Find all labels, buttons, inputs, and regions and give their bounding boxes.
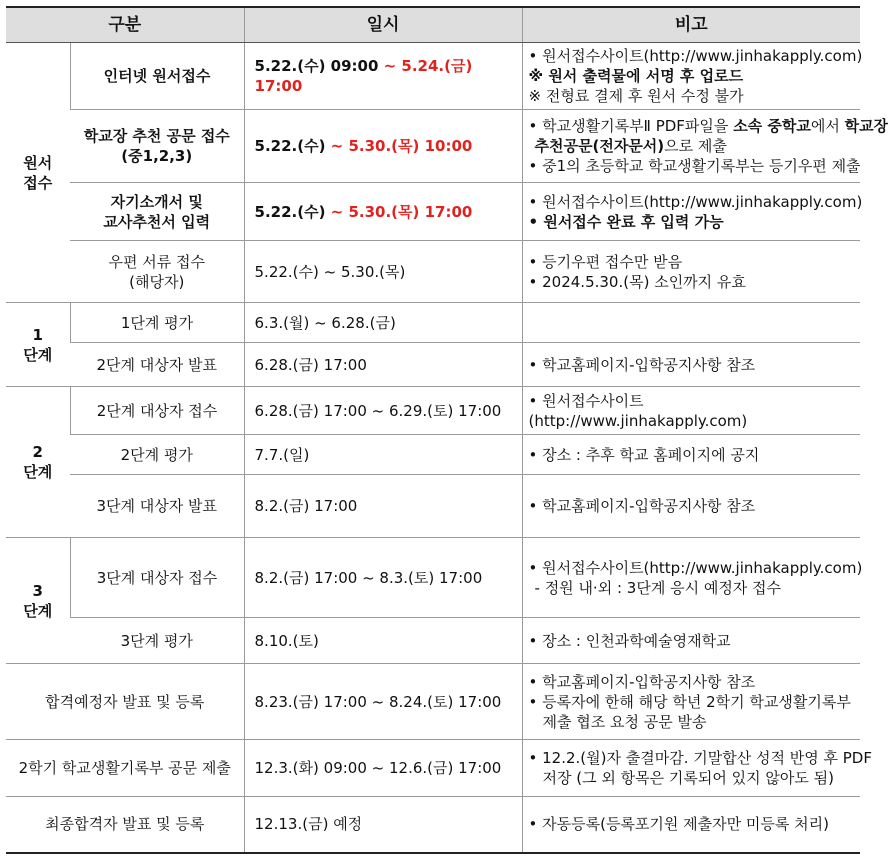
- date-end-highlight: ~ 5.24.(금) 17:00: [254, 57, 473, 95]
- item-line: 교사추천서 입력: [103, 212, 211, 231]
- date-end-highlight: ~ 5.30.(목) 17:00: [325, 202, 473, 221]
- note-line: • 학교홈페이지-입학공지사항 참조: [528, 672, 756, 691]
- note-cell: • 학교홈페이지-입학공지사항 참조: [522, 343, 860, 387]
- note-cell: [522, 303, 860, 343]
- note-line: • 12.2.(월)자 출결마감. 기말합산 성적 반영 후 PDF: [528, 749, 872, 767]
- header-category: 구분: [6, 7, 244, 43]
- date-end-highlight: ~ 5.30.(목) 10:00: [325, 137, 473, 155]
- note-bold: 추천공문(전자문서): [534, 137, 665, 155]
- note-cell: • 원서접수사이트(http://www.jinhakapply.com): [522, 387, 860, 435]
- item-cell: 2단계 대상자 발표: [70, 343, 244, 387]
- date-cell: [244, 183, 522, 241]
- note-line: 저장 (그 외 항목은 기록되어 있지 않아도 됨): [542, 769, 834, 787]
- note-cell: [522, 110, 888, 183]
- admission-schedule-table: [6, 6, 888, 854]
- date-cell: 5.22.(수) ~ 5.30.(목): [244, 241, 522, 303]
- table-row: [6, 538, 860, 618]
- note-text: 으로 제출: [664, 137, 727, 155]
- note-cell: [522, 43, 863, 110]
- date-start: 5.22.(수): [254, 202, 326, 221]
- item-cell: 3단계 대상자 발표: [70, 475, 244, 538]
- note-line: • 등록자에 한해 해당 학년 2학기 학교생활기록부: [528, 692, 851, 711]
- date-cell: [244, 43, 522, 110]
- header-remarks: 비고: [522, 7, 860, 43]
- date-start: 5.22.(수): [254, 137, 326, 155]
- header-row: [6, 7, 860, 43]
- note-line: • 등기우편 접수만 받음: [528, 252, 683, 271]
- note-text: • 학교생활기록부Ⅱ PDF파일을: [528, 117, 734, 135]
- category-label: 원서: [23, 153, 53, 172]
- category-stage-1: [6, 303, 70, 387]
- note-bold: 소속 중학교: [733, 117, 811, 135]
- table-row: [6, 740, 860, 797]
- item-cell: [70, 241, 244, 303]
- item-line: 학교장 추천 공문 접수: [83, 127, 230, 145]
- note-cell: [522, 740, 872, 797]
- note-line: ※ 전형료 결제 후 원서 수정 불가: [528, 87, 744, 105]
- table-row: [6, 343, 860, 387]
- item-cell: 합격예정자 발표 및 등록: [6, 664, 244, 740]
- table-row: [6, 241, 860, 303]
- item-cell: 최종합격자 발표 및 등록: [6, 797, 244, 853]
- item-cell: 3단계 대상자 접수: [70, 538, 244, 618]
- date-cell: 8.10.(토): [244, 618, 522, 664]
- header-datetime: 일시: [244, 7, 522, 43]
- table-row: [6, 475, 860, 538]
- note-line: • 원서접수 완료 후 입력 가능: [528, 212, 724, 231]
- table-row: [6, 110, 860, 183]
- item-line: 자기소개서 및: [110, 192, 203, 211]
- date-start: 5.22.(수) 09:00: [254, 57, 379, 75]
- note-line: • 원서접수사이트(http://www.jinhakapply.com): [528, 47, 863, 65]
- category-stage-3: [6, 538, 70, 664]
- note-line: • 중1의 초등학교 학교생활기록부는 등기우편 제출: [528, 157, 861, 175]
- category-label: 1: [32, 325, 43, 344]
- note-cell: [522, 538, 863, 618]
- date-cell: 6.28.(금) 17:00 ~ 6.29.(토) 17:00: [244, 387, 522, 435]
- date-cell: 12.13.(금) 예정: [244, 797, 522, 853]
- category-application: [6, 43, 70, 303]
- note-line: [529, 136, 857, 156]
- item-line: (중1,2,3): [121, 147, 193, 165]
- category-label: 단계: [23, 463, 53, 481]
- category-label: 2: [32, 443, 43, 461]
- table-row: [6, 797, 860, 853]
- item-cell: 2학기 학교생활기록부 공문 제출: [6, 740, 244, 797]
- note-line: 제출 협조 요청 공문 발송: [542, 712, 707, 731]
- date-cell: 8.2.(금) 17:00 ~ 8.3.(토) 17:00: [244, 538, 522, 618]
- item-cell: [70, 183, 244, 241]
- date-cell: [244, 110, 522, 183]
- date-cell: 12.3.(화) 09:00 ~ 12.6.(금) 17:00: [244, 740, 522, 797]
- item-cell: 2단계 평가: [70, 435, 244, 475]
- note-cell: • 학교홈페이지-입학공지사항 참조: [522, 475, 860, 538]
- category-label: 단계: [23, 345, 53, 364]
- category-stage-2: [6, 387, 70, 538]
- item-line: (해당자): [129, 272, 185, 291]
- category-label: 3: [32, 581, 43, 600]
- item-line: 우편 서류 접수: [108, 252, 205, 271]
- note-cell: • 장소 : 추후 학교 홈페이지에 공지: [522, 435, 860, 475]
- date-cell: 8.23.(금) 17:00 ~ 8.24.(토) 17:00: [244, 664, 522, 740]
- date-cell: 7.7.(일): [244, 435, 522, 475]
- note-cell: • 장소 : 인천과학예술영재학교: [522, 618, 860, 664]
- category-label: 단계: [23, 601, 53, 620]
- item-cell: 3단계 평가: [70, 618, 244, 664]
- date-cell: 8.2.(금) 17:00: [244, 475, 522, 538]
- table-row: [6, 664, 860, 740]
- table-row: [6, 618, 860, 664]
- note-line: • 2024.5.30.(목) 소인까지 유효: [528, 272, 746, 291]
- note-bold: 학교장: [844, 117, 888, 135]
- date-cell: 6.3.(월) ~ 6.28.(금): [244, 303, 522, 343]
- item-cell: 2단계 대상자 접수: [70, 387, 244, 435]
- note-cell: [522, 183, 863, 241]
- category-label: 접수: [23, 173, 53, 192]
- item-cell: 1단계 평가: [70, 303, 244, 343]
- item-cell: [70, 110, 244, 183]
- note-line: - 정원 내·외 : 3단계 응시 예정자 접수: [534, 578, 782, 597]
- note-line: • 원서접수사이트(http://www.jinhakapply.com): [528, 192, 863, 211]
- note-text: 에서: [810, 117, 845, 135]
- table-row: [6, 303, 860, 343]
- table-row: [6, 43, 860, 110]
- note-line: • 원서접수사이트(http://www.jinhakapply.com): [528, 558, 863, 577]
- table-row: [6, 435, 860, 475]
- note-cell: [522, 664, 860, 740]
- note-cell: [522, 241, 860, 303]
- table-row: [6, 387, 860, 435]
- table-row: [6, 183, 860, 241]
- note-line: [528, 116, 888, 136]
- note-cell: • 자동등록(등록포기원 제출자만 미등록 처리): [522, 797, 860, 853]
- item-cell: 인터넷 원서접수: [70, 43, 244, 110]
- date-cell: 6.28.(금) 17:00: [244, 343, 522, 387]
- note-line: ※ 원서 출력물에 서명 후 업로드: [528, 67, 744, 85]
